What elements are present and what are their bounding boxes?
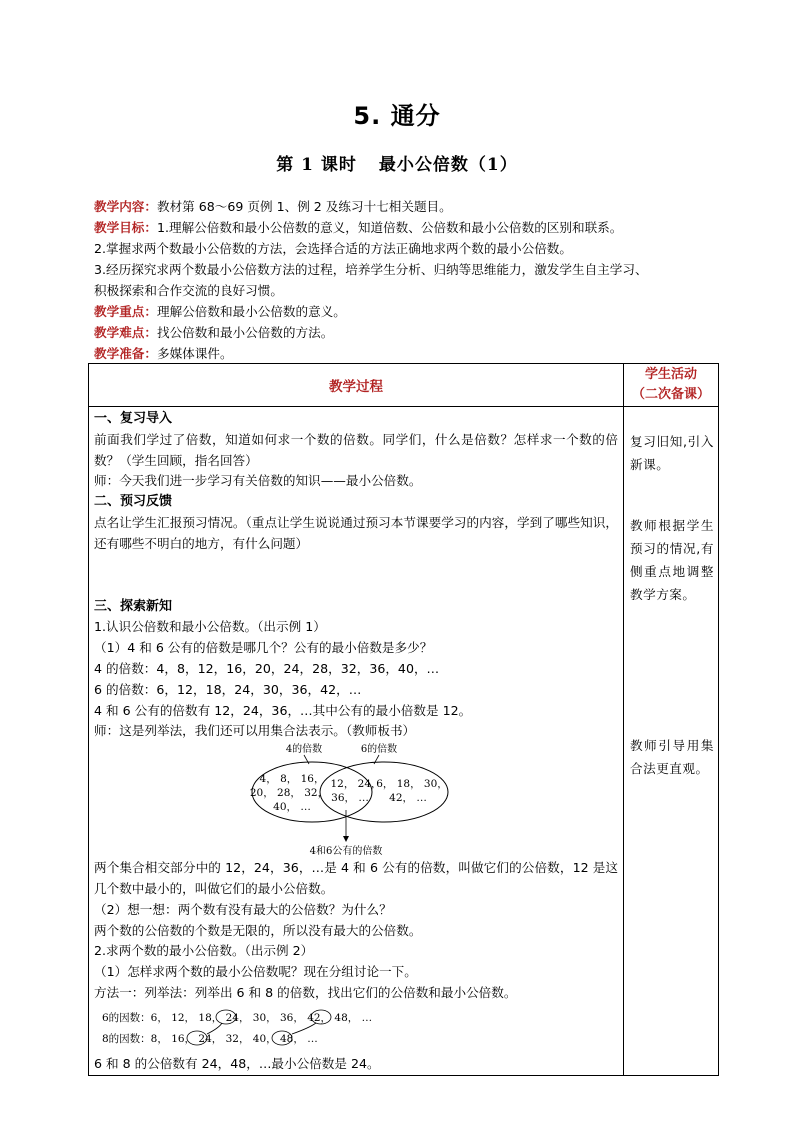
side-note: 复习旧知,引入新课。 <box>630 434 714 472</box>
intro-label: 教学目标： <box>94 220 157 235</box>
intro-label: 教学内容： <box>94 199 157 214</box>
paragraph: （1）4 和 6 公有的倍数是哪几个？公有的最小倍数是多少？ <box>94 640 433 656</box>
paragraph: （1）怎样求两个数的最小公倍数呢？现在分组讨论一下。 <box>94 964 417 980</box>
paragraph: 6 和 8 的公倍数有 24，48，…最小公倍数是 24。 <box>94 1055 380 1071</box>
intro-text: 1.理解公倍数和最小公倍数的意义，知道倍数、公倍数和最小公倍数的区别和联系。 <box>156 220 623 235</box>
intro-text: 3.经历探究求两个数最小公倍数方法的过程，培养学生分析、归纳等思维能力，激发学生自主学习、 <box>94 262 648 277</box>
intro-text: 积极探索和合作交流的良好习惯。 <box>94 283 283 298</box>
student-activity-cell <box>624 407 719 1076</box>
intro-preparation <box>94 343 724 364</box>
intro-label: 教学难点： <box>94 325 157 340</box>
lesson-table <box>88 363 719 1076</box>
intro-goal-1 <box>94 217 724 238</box>
section-heading: 一、复习导入 <box>94 411 173 426</box>
venn-arrow-head <box>343 836 349 842</box>
intro-label: 教学重点： <box>94 304 157 319</box>
venn-svg <box>94 742 619 858</box>
venn-right-line2: 42， … <box>389 792 427 805</box>
multiples-row-8: 8的因数：8， 16， 24， 32， 40， 48， … <box>102 1032 318 1045</box>
venn-label-right: 6的倍数 <box>360 744 398 756</box>
paragraph: （2）想一想：两个数有没有最大的公倍数？为什么？ <box>94 901 392 917</box>
intro-text: 理解公倍数和最小公倍数的意义。 <box>156 304 346 319</box>
venn-left-line2: 20， 28， 32， <box>249 787 329 800</box>
venn-mid-line2: 36， … <box>331 792 369 805</box>
header-activity-line1: 学生活动 <box>644 367 697 382</box>
intro-text: 多媒体课件。 <box>156 346 233 361</box>
intro-text: 2.掌握求两个数最小公倍数的方法，会选择合适的方法正确地求两个数的最小公倍数。 <box>94 241 572 256</box>
venn-left-line1: 4， 8， 16， <box>259 773 325 786</box>
lesson-number: 第 1 课时 <box>276 155 357 175</box>
venn-bottom-label: 4和6公有的倍数 <box>309 846 383 858</box>
section-heading: 三、探索新知 <box>94 598 173 614</box>
paragraph: 方法一：列举法：列举出 6 和 8 的倍数，找出它们的公倍数和最小公倍数。 <box>94 984 517 1000</box>
paragraph: 1.认识公倍数和最小公倍数。（出示例 1） <box>94 619 326 635</box>
venn-right-line1: 6， 18， 30， <box>376 778 448 791</box>
paragraph: 两个集合相交部分中的 12，24，36，…是 4 和 6 公有的倍数，叫做它们的公倍数，12 是这几个数中最小的，叫做它们的最小公倍数。 <box>94 860 618 896</box>
teaching-process-cell <box>89 407 624 1076</box>
paragraph: 两个数的公倍数的个数是无限的，所以没有最大的公倍数。 <box>94 922 422 938</box>
intro-difficulty <box>94 322 724 343</box>
paragraph: 师：今天我们进一步学习有关倍数的知识——最小公倍数。 <box>94 473 422 489</box>
intro-content <box>94 196 724 217</box>
lesson-subtitle <box>0 150 794 175</box>
intro-goal-3 <box>94 259 724 280</box>
intro-text: 教材第 68～69 页例 1、例 2 及练习十七相关题目。 <box>156 199 452 214</box>
paragraph: 4 和 6 公有的倍数有 12，24，36，…其中公有的最小倍数是 12。 <box>94 702 472 718</box>
intro-goal-3-cont <box>94 280 724 301</box>
table-header-process: 教学过程 <box>89 364 624 407</box>
multiples-row-6: 6的因数：6， 12， 18， 24， 30， 36， 42， 48， … <box>102 1011 373 1024</box>
header-activity-line2: （二次备课） <box>631 387 710 402</box>
venn-diagram <box>94 742 618 858</box>
side-note: 教师根据学生预习的情况,有侧重点地调整教学方案。 <box>630 518 714 602</box>
lesson-topic: 最小公倍数（1） <box>378 155 518 175</box>
intro-goal-2 <box>94 238 724 259</box>
paragraph: 师：这是列举法，我们还可以用集合法表示。（教师板书） <box>94 723 416 739</box>
section-heading: 二、预习反馈 <box>94 494 173 510</box>
side-note: 教师引导用集合法更直观。 <box>630 738 714 776</box>
multiples-figure <box>94 1004 618 1054</box>
table-header-activity <box>624 364 719 407</box>
intro-text: 找公倍数和最小公倍数的方法。 <box>156 325 334 340</box>
multiples-svg <box>94 1004 619 1054</box>
venn-left-line3: 40， … <box>273 801 311 814</box>
paragraph: 4 的倍数：4，8，12，16，20，24，28，32，36，40，… <box>94 660 440 676</box>
page-title: 5. 通分 <box>353 102 441 130</box>
venn-label-left: 4的倍数 <box>285 744 323 756</box>
paragraph: 前面我们学过了倍数，知道如何求一个数的倍数。同学们，什么是倍数？怎样求一个数的倍数？（学生回顾，指名回答） <box>94 431 618 468</box>
venn-mid-line1: 12， 24， <box>330 778 382 791</box>
paragraph: 点名让学生汇报预习情况。（重点让学生说说通过预习本节课要学习的内容，学到了哪些知识，还有哪些不明白的地方，有什么问题） <box>94 514 618 551</box>
lesson-intro <box>94 196 724 364</box>
intro-label: 教学准备： <box>94 346 157 361</box>
intro-key-point <box>94 301 724 322</box>
paragraph: 2.求两个数的最小公倍数。（出示例 2） <box>94 943 314 959</box>
paragraph: 6 的倍数：6，12，18，24，30，36，42，… <box>94 681 362 697</box>
